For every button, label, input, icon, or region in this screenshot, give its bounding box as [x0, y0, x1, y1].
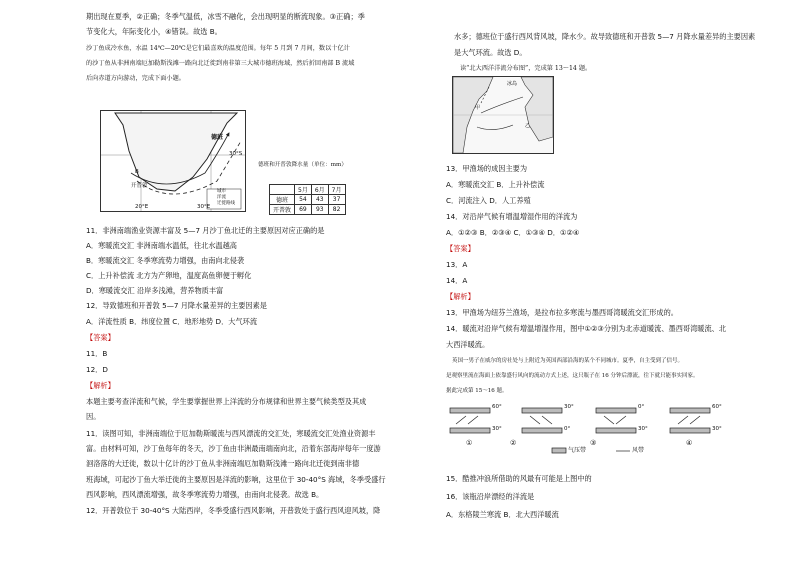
- text-line: 12．开普敦位于 30-40°S 大陆西岸，冬季受盛行西风影响，开普敦处于盛行西风迎风坡，降: [86, 506, 381, 515]
- option: D．寒暖流交汇 沿岸多浅滩，营养物质丰富: [86, 286, 224, 295]
- legend-city: 城市: [217, 189, 226, 194]
- answer: 13．A: [446, 260, 468, 269]
- answer: 14．A: [446, 276, 468, 285]
- text-line: 期出现在夏季，②正确；冬季气温低，冰雪不融化，会出现明显的断流现象。③正确；季: [86, 12, 365, 21]
- table-cell: 开普敦: [270, 205, 295, 215]
- diagram-number: ③: [590, 439, 597, 447]
- diagram-number: ④: [686, 439, 693, 447]
- diagram-number: ①: [466, 439, 473, 447]
- option: C．上升补偿流 北方为产卵地，温度高鱼卵便于孵化: [86, 271, 252, 280]
- options-row: A．①②③ B．②③④ C．①③④ D．①②④: [446, 228, 580, 237]
- map-label-cape: 开普敦: [131, 183, 148, 189]
- answer-tag: 【答案】: [446, 244, 475, 253]
- table-row: [270, 205, 346, 215]
- map-label-a: 甲: [475, 105, 481, 111]
- text-line: 英国一男子在威尔的房社处与上附近为英国西部沿海的某个不同城市。夏季，自主受到了信号。: [452, 358, 684, 364]
- table-cell: 69: [295, 205, 312, 215]
- map-label-iceland: 冰岛: [507, 81, 518, 87]
- text-line: 西风影响，西风漂流增强，故冬季寒流势力增强，由南向北侵袭。故选 B。: [86, 490, 324, 499]
- answer-tag: 【答案】: [86, 333, 115, 342]
- text-line: 洄洛落的大迁徙，数以十亿计的沙丁鱼从非洲南端厄加勒斯浅滩一路向北迁徙到南非德: [86, 459, 360, 468]
- text-line: 的沙丁鱼从非洲南端厄加勒斯浅滩一路向北迁徙到南非第三大城市德班海域，然后折回南部 B 流域: [86, 60, 355, 67]
- lat-label: 30°: [638, 426, 648, 432]
- question-11: 11．非洲南端渔业资源丰富及 5—7 月沙丁鱼北迁的主要原因对应正确的是: [86, 226, 325, 235]
- map-label-b: B: [135, 169, 139, 175]
- lat-label: 30°: [712, 426, 722, 432]
- text-line: 节变化大，年际变化小，④错误。故选 B。: [86, 27, 222, 36]
- text-line: 读“北大西洋洋流分布图”，完成第 13～14 题。: [460, 65, 592, 72]
- legend-pressure: 气压带: [568, 447, 587, 454]
- map-label-durban: 德班: [211, 134, 224, 141]
- text-line: 水多；德班位于盛行西风背风坡，降水少。故导致德班和开普敦 5—7 月降水量差异的主要因素: [454, 32, 756, 41]
- table-cell: 43: [311, 195, 328, 205]
- map-label-lon20: 20°E: [135, 204, 149, 210]
- text-line: 本题主要考查洋流和气候，学生要掌握世界上洋流的分布规律和世界主要气候类型及其成: [86, 397, 367, 406]
- text-line: 是大气环流。故选 D。: [454, 48, 527, 57]
- table-row: [270, 195, 346, 205]
- text-line: 13．甲渔场为纽芬兰渔场，是拉布拉多寒流与墨西哥湾暖流交汇形成的。: [446, 308, 678, 317]
- question-13: 13．甲渔场的成因主要为: [446, 164, 528, 173]
- text-line: 大西洋暖流。: [446, 340, 490, 349]
- table-title: 德班和开普敦降水量（单位：mm）: [258, 162, 347, 168]
- lat-label: 60°: [712, 404, 722, 410]
- question-12: 12．导致德班和开普敦 5—7 月降水量差异的主要因素是: [86, 301, 267, 310]
- lat-label: 0°: [638, 404, 645, 410]
- wind-belt-drawing: [446, 402, 746, 460]
- text-line: 11．读图可知，非洲南端位于厄加勒斯暖流与西风漂流的交汇处，寒暖流交汇处渔业资源丰: [86, 429, 376, 438]
- question-15: 15．酷推冲浪所借助的风最有可能是上图中的: [446, 474, 592, 483]
- lat-label: 0°: [564, 426, 571, 432]
- options-row: C．河流注入 D．人工养殖: [446, 196, 531, 205]
- legend-route: 迁徙路线: [217, 201, 235, 206]
- map-label-b: 乙: [525, 123, 531, 129]
- option: B．寒暖流交汇 冬季寒流势力增强，由南向北侵袭: [86, 256, 245, 265]
- answer: 12．D: [86, 365, 108, 374]
- question-16: 16．该瓶沿岸漂经的洋流是: [446, 492, 535, 501]
- text-line: 据此完成第 15～16 题。: [446, 388, 508, 394]
- legend-current: 洋流: [217, 195, 226, 200]
- answer: 11．B: [86, 349, 108, 358]
- table-cell: 德班: [270, 195, 295, 205]
- table-header-cell: 5月: [295, 185, 312, 195]
- map-label-lat: 30°S: [229, 151, 243, 157]
- diagram-number: ②: [510, 439, 517, 447]
- table-cell: 93: [311, 205, 328, 215]
- table-cell: 54: [295, 195, 312, 205]
- text-line: 14．暖流对沿岸气候有增温增湿作用，图中①②③分别为北赤道暖流、墨西哥湾暖流、北: [446, 324, 727, 333]
- table-cell: 37: [328, 195, 345, 205]
- lat-label: 60°: [492, 404, 502, 410]
- table-header-cell: 7月: [328, 185, 345, 195]
- text-line: 因。: [86, 412, 101, 421]
- lat-label: 30°: [564, 404, 574, 410]
- text-line: 沙丁鱼成冷水鱼，水温 14℃—20℃是它们最喜欢的温度范围。每年 5 月到 7 月间，数以十亿计: [86, 45, 350, 52]
- lat-label: 30°: [492, 426, 502, 432]
- rainfall-table: [269, 184, 346, 215]
- map-label-lon30: 30°E: [197, 204, 211, 210]
- options-row: A．东格陵兰寒流 B．北大西洋暖流: [446, 510, 559, 519]
- question-14: 14．对沿岸气候有增温增湿作用的洋流为: [446, 212, 578, 221]
- table-header-cell: [270, 185, 295, 195]
- analysis-tag: 【解析】: [446, 292, 475, 301]
- legend-wind: 风带: [632, 447, 645, 454]
- text-line: 后向赤道方向游动，完成下面小题。: [86, 75, 185, 82]
- map-drawing: [453, 77, 553, 153]
- analysis-tag: 【解析】: [86, 381, 115, 390]
- table-header-row: [270, 185, 346, 195]
- table-header-cell: 6月: [311, 185, 328, 195]
- africa-current-map: [100, 110, 246, 212]
- text-line: 班海域，可起沙丁鱼大举迁徙的主要原因是洋流的影响，这里位于 30-40°S 海域，冬季受盛行: [86, 475, 386, 484]
- options-row: A．寒暖流交汇 B．上升补偿流: [446, 180, 545, 189]
- option: A．寒暖流交汇 非洲南端水温低，往北水温越高: [86, 241, 237, 250]
- table-cell: 82: [328, 205, 345, 215]
- wind-belt-diagrams: [446, 402, 746, 460]
- text-line: 富。由材料可知，沙丁鱼每年的冬天，沙丁鱼由非洲最南端南向北，沿着东部海岸每年一度游: [86, 444, 381, 453]
- options-row: A．洋流性质 B．纬度位置 C．地形地势 D．大气环流: [86, 317, 258, 326]
- north-atlantic-map: [452, 76, 554, 154]
- text-line: 是观察里流在海面上依靠盛行风向的流动方式上述，这只瓶子在 16 分钟后漂流，往下就只能事实回家。: [446, 373, 699, 379]
